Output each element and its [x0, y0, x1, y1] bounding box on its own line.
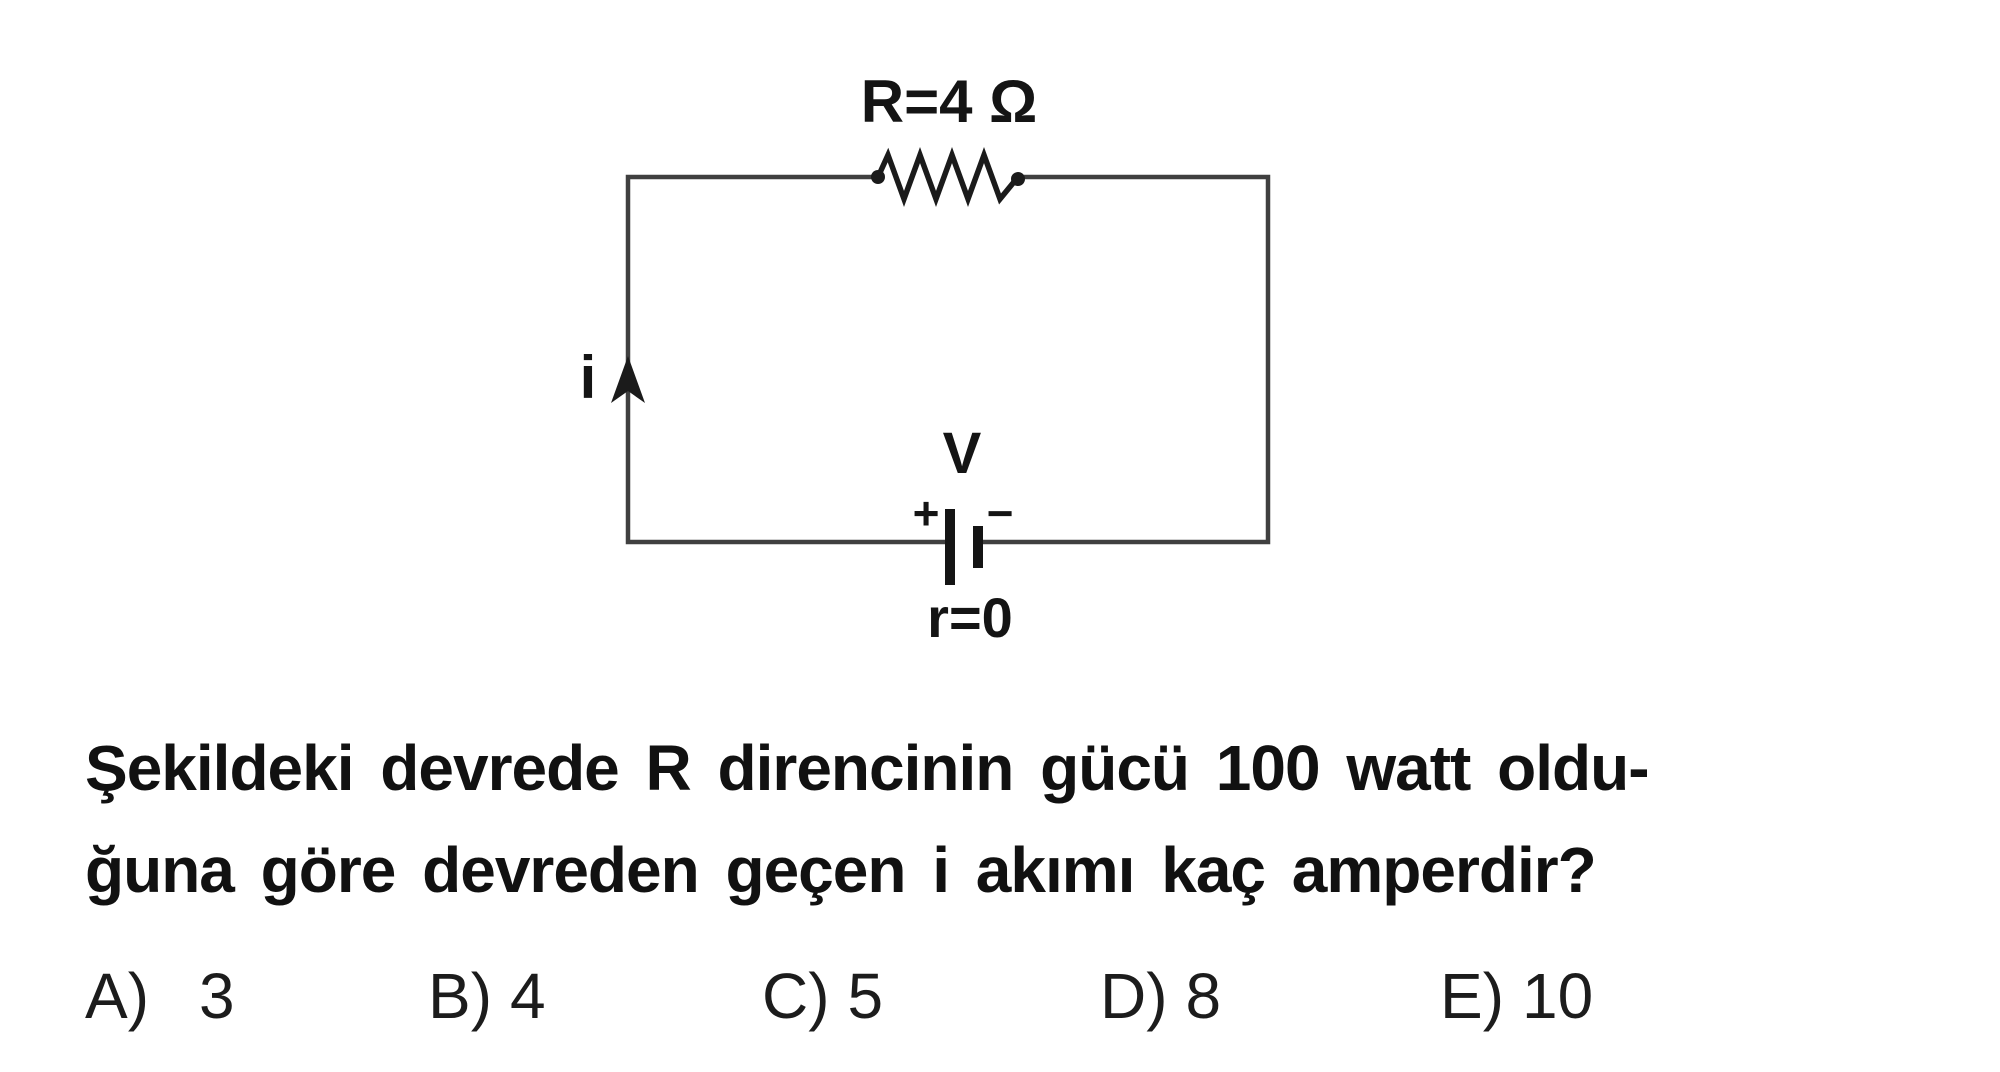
choice-b-label: B): [428, 960, 492, 1032]
choice-d-label: D): [1100, 960, 1168, 1032]
battery-minus-sign: −: [986, 487, 1014, 539]
question-text-line-2: ğuna göre devreden geçen i akımı kaç amperdir?: [85, 834, 1596, 906]
choice-e: [1440, 960, 1594, 1032]
battery-plus-sign: +: [912, 487, 940, 539]
choice-d-value: 8: [1185, 960, 1222, 1032]
choice-c-label: C): [762, 960, 830, 1032]
choice-a-label: A): [85, 960, 149, 1032]
resistor-value-label: R=4 Ω: [860, 68, 1038, 135]
answer-choices: [0, 960, 2000, 1044]
choice-b-value: 4: [510, 960, 546, 1032]
circuit-wires: [628, 177, 1268, 542]
choice-b: [428, 960, 546, 1032]
resistor-node-left-dot: [871, 170, 885, 184]
internal-resistance-label: r=0: [927, 586, 1013, 649]
choice-c: [762, 960, 884, 1032]
choice-d: [1100, 960, 1222, 1032]
choice-e-label: E): [1440, 960, 1504, 1032]
question-text-line-1: Şekildeki devrede R direncinin gücü 100 watt oldu-: [85, 732, 1649, 804]
battery-voltage-label: V: [942, 421, 982, 486]
choice-a: [85, 960, 235, 1032]
resistor-node-right-dot: [1011, 172, 1025, 186]
resistor-symbol: [878, 155, 1018, 199]
choice-e-value: 10: [1522, 960, 1594, 1032]
choice-c-value: 5: [847, 960, 884, 1032]
choice-a-value: 3: [199, 960, 235, 1032]
current-label: i: [579, 344, 597, 411]
